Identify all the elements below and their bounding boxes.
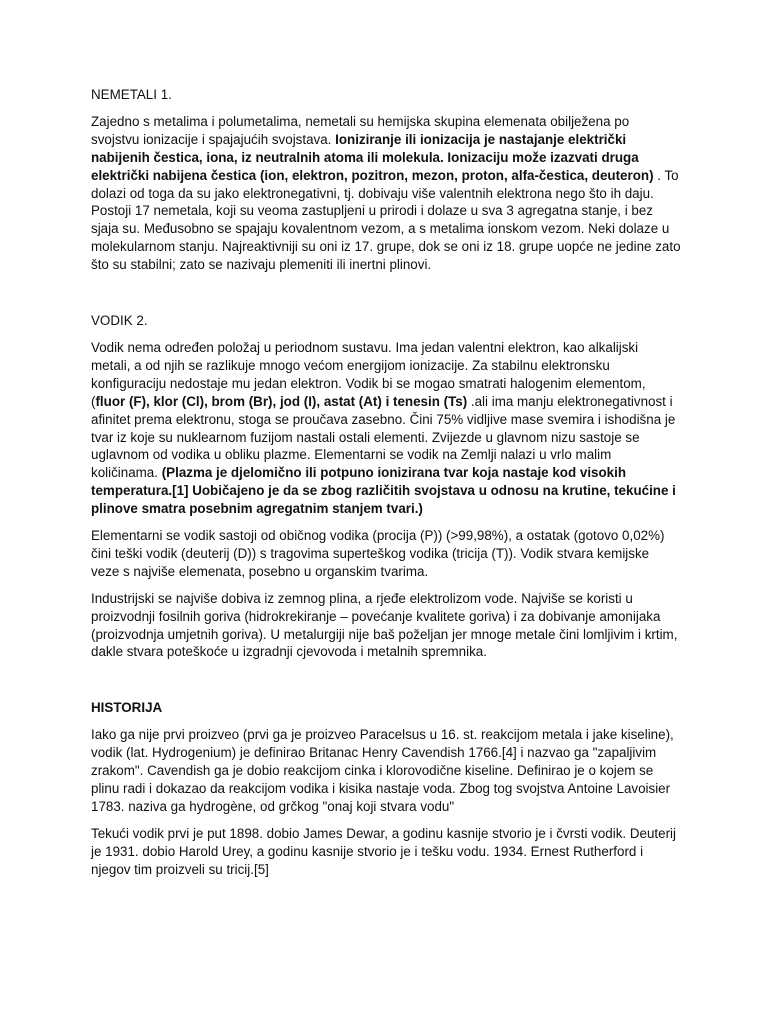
paragraph-vodik-2: Elementarni se vodik sastoji od običnog vodika (procija (P)) (>99,98%), a ostatak (gotovo 0,02%) čini teški vodik (deuterij (D)) s tragovima superteškog vodika (tricija (T)). Vodik stvara kemijske veze s najviše elemenata, posebno u organskim tvarima. — [91, 528, 665, 579]
paragraph-historija-2: Tekući vodik prvi je put 1898. dobio James Dewar, a godinu kasnije stvorio je i čvrsti vodik. Deuterij je 1931. dobio Harold Urey, a godinu kasnije stvorio je i tešku vodu. 1934. Ernest Rutherford i njegov tim proizveli su tricij.[5] — [91, 825, 677, 877]
bold-plazma: (Plazma je djelomično ili potpuno ionizirana tvar koja nastaje kod visokih temperatura.[1] Uobičajeno je da se zbog različitih svojstava u odnosu na krutine, tekućine i plinove smatra posebnim agregatnim stanjem tvari.) — [91, 465, 676, 517]
paragraph-historija-1: Iako ga nije prvi proizveo (prvi ga je proizveo Paracelsus u 16. st. reakcijom metala i jake kiseline), vodik (lat. Hydrogenium) je definirao Britanac Henry Cavendish 1766.[4] i nazvao ga "zapaljivim zrakom". Cavendish ga je dobio reakcijom cinka i klorovodične kiseline. Definirao je o kojem se plinu radi i dokazao da reakcijom vodika i kisika nastaje voda. Zbog tog svojstva Antoine Lavoisier 1783. naziva ga hydrogène, od grčkog "onaj koji stvara vodu" — [91, 727, 674, 814]
bold-halogeni: fluor (F), klor (Cl), brom (Br), jod (I), astat (At) i tenesin (Ts) — [95, 393, 468, 409]
section-title-historija: HISTORIJA — [91, 700, 163, 716]
section-title-vodik: VODIK 2. — [91, 313, 148, 329]
paragraph-nemetali: Zajedno s metalima i polumetalima, nemetali su hemijska skupina elemenata obilježena po svojstvu ionizacije i spajajućih svojstava. Ioniziranje ili ionizacija je nastajanje električki nabijenih čestica, iona, iz neutralnih atoma ili molekula. Ionizaciju može izazvati druga električki nabijena čestica (ion, elektron, pozitron, mezon, proton, alfa-čestica, deuteron) . To dolazi od toga da su jako elektronegativni, tj. dobivaju više valentnih elektrona nego što ih daju. Postoji 17 nemetala, koji su veoma zastupljeni u prirodi i dolaze u sva 3 agregatna stanje, i bez sjaja su. Međusobno se spajaju kovalentnom vezom, a s metalima ionskom vezom. Neki dolaze u molekularnom stanju. Najreaktivniji su oni iz 17. grupe, dok se oni iz 18. grupe uopće ne jedine zato što su stabilni; zato se nazivaju plemeniti ili inertni plinovi. — [91, 113, 681, 273]
paragraph-vodik-3: Industrijski se najviše dobiva iz zemnog plina, a rjeđe elektrolizom vode. Najviše se koristi u proizvodnji fosilnih goriva (hidrokrekiranje – povećanje kvalitete goriva) i za dobivanje amonijaka (proizvodnja umjetnih goriva). U metalurgiji nije baš poželjan jer mnoge metale čini lomljivim i krtim, dakle stvara poteškoće u izgradnji cjevovoda i metalnih spremnika. — [91, 590, 678, 660]
document-body — [91, 86, 681, 879]
section-title-nemetali: NEMETALI 1. — [91, 87, 172, 102]
paragraph-vodik-1: Vodik nema određen položaj u periodnom sustavu. Ima jedan valentni elektron, kao alkalijski metali, a od njih se razlikuje mnogo većom energijom ionizacije. Za stabilnu elektronsku konfiguraciju nedostaje mu jedan elektron. Vodik bi se mogao smatrati halogenim elementom, (fluor (F), klor (Cl), brom (Br), jod (I), astat (At) i tenesin (Ts) .ali ima manju elektronegativnost i afinitet prema elektronu, stoga se proučava zasebno. Čini 75% vidljive mase svemira i ishodišna je tvar iz koje su nuklearnom fuzijom nastali ostali elementi. Zvijezde u glavnom nizu sastoje se uglavnom od vodika u obliku plazme. Elementarni se vodik na Zemlji nalazi u vrlo malim količinama. (Plazma je djelomično ili potpuno ionizirana tvar koja nastaje kod visokih temperatura.[1] Uobičajeno je da se zbog različitih svojstava u odnosu na krutine, tekućine i plinove smatra posebnim agregatnim stanjem tvari.) — [91, 339, 676, 517]
bold-ionizacija: Ioniziranje ili ionizacija je nastajanje električki nabijenih čestica, iona, iz neutralnih atoma ili molekula. Ionizaciju može izazvati druga električki nabijena čestica (ion, elektron, pozitron, mezon, proton, alfa-čestica, deuteron) — [91, 131, 654, 183]
